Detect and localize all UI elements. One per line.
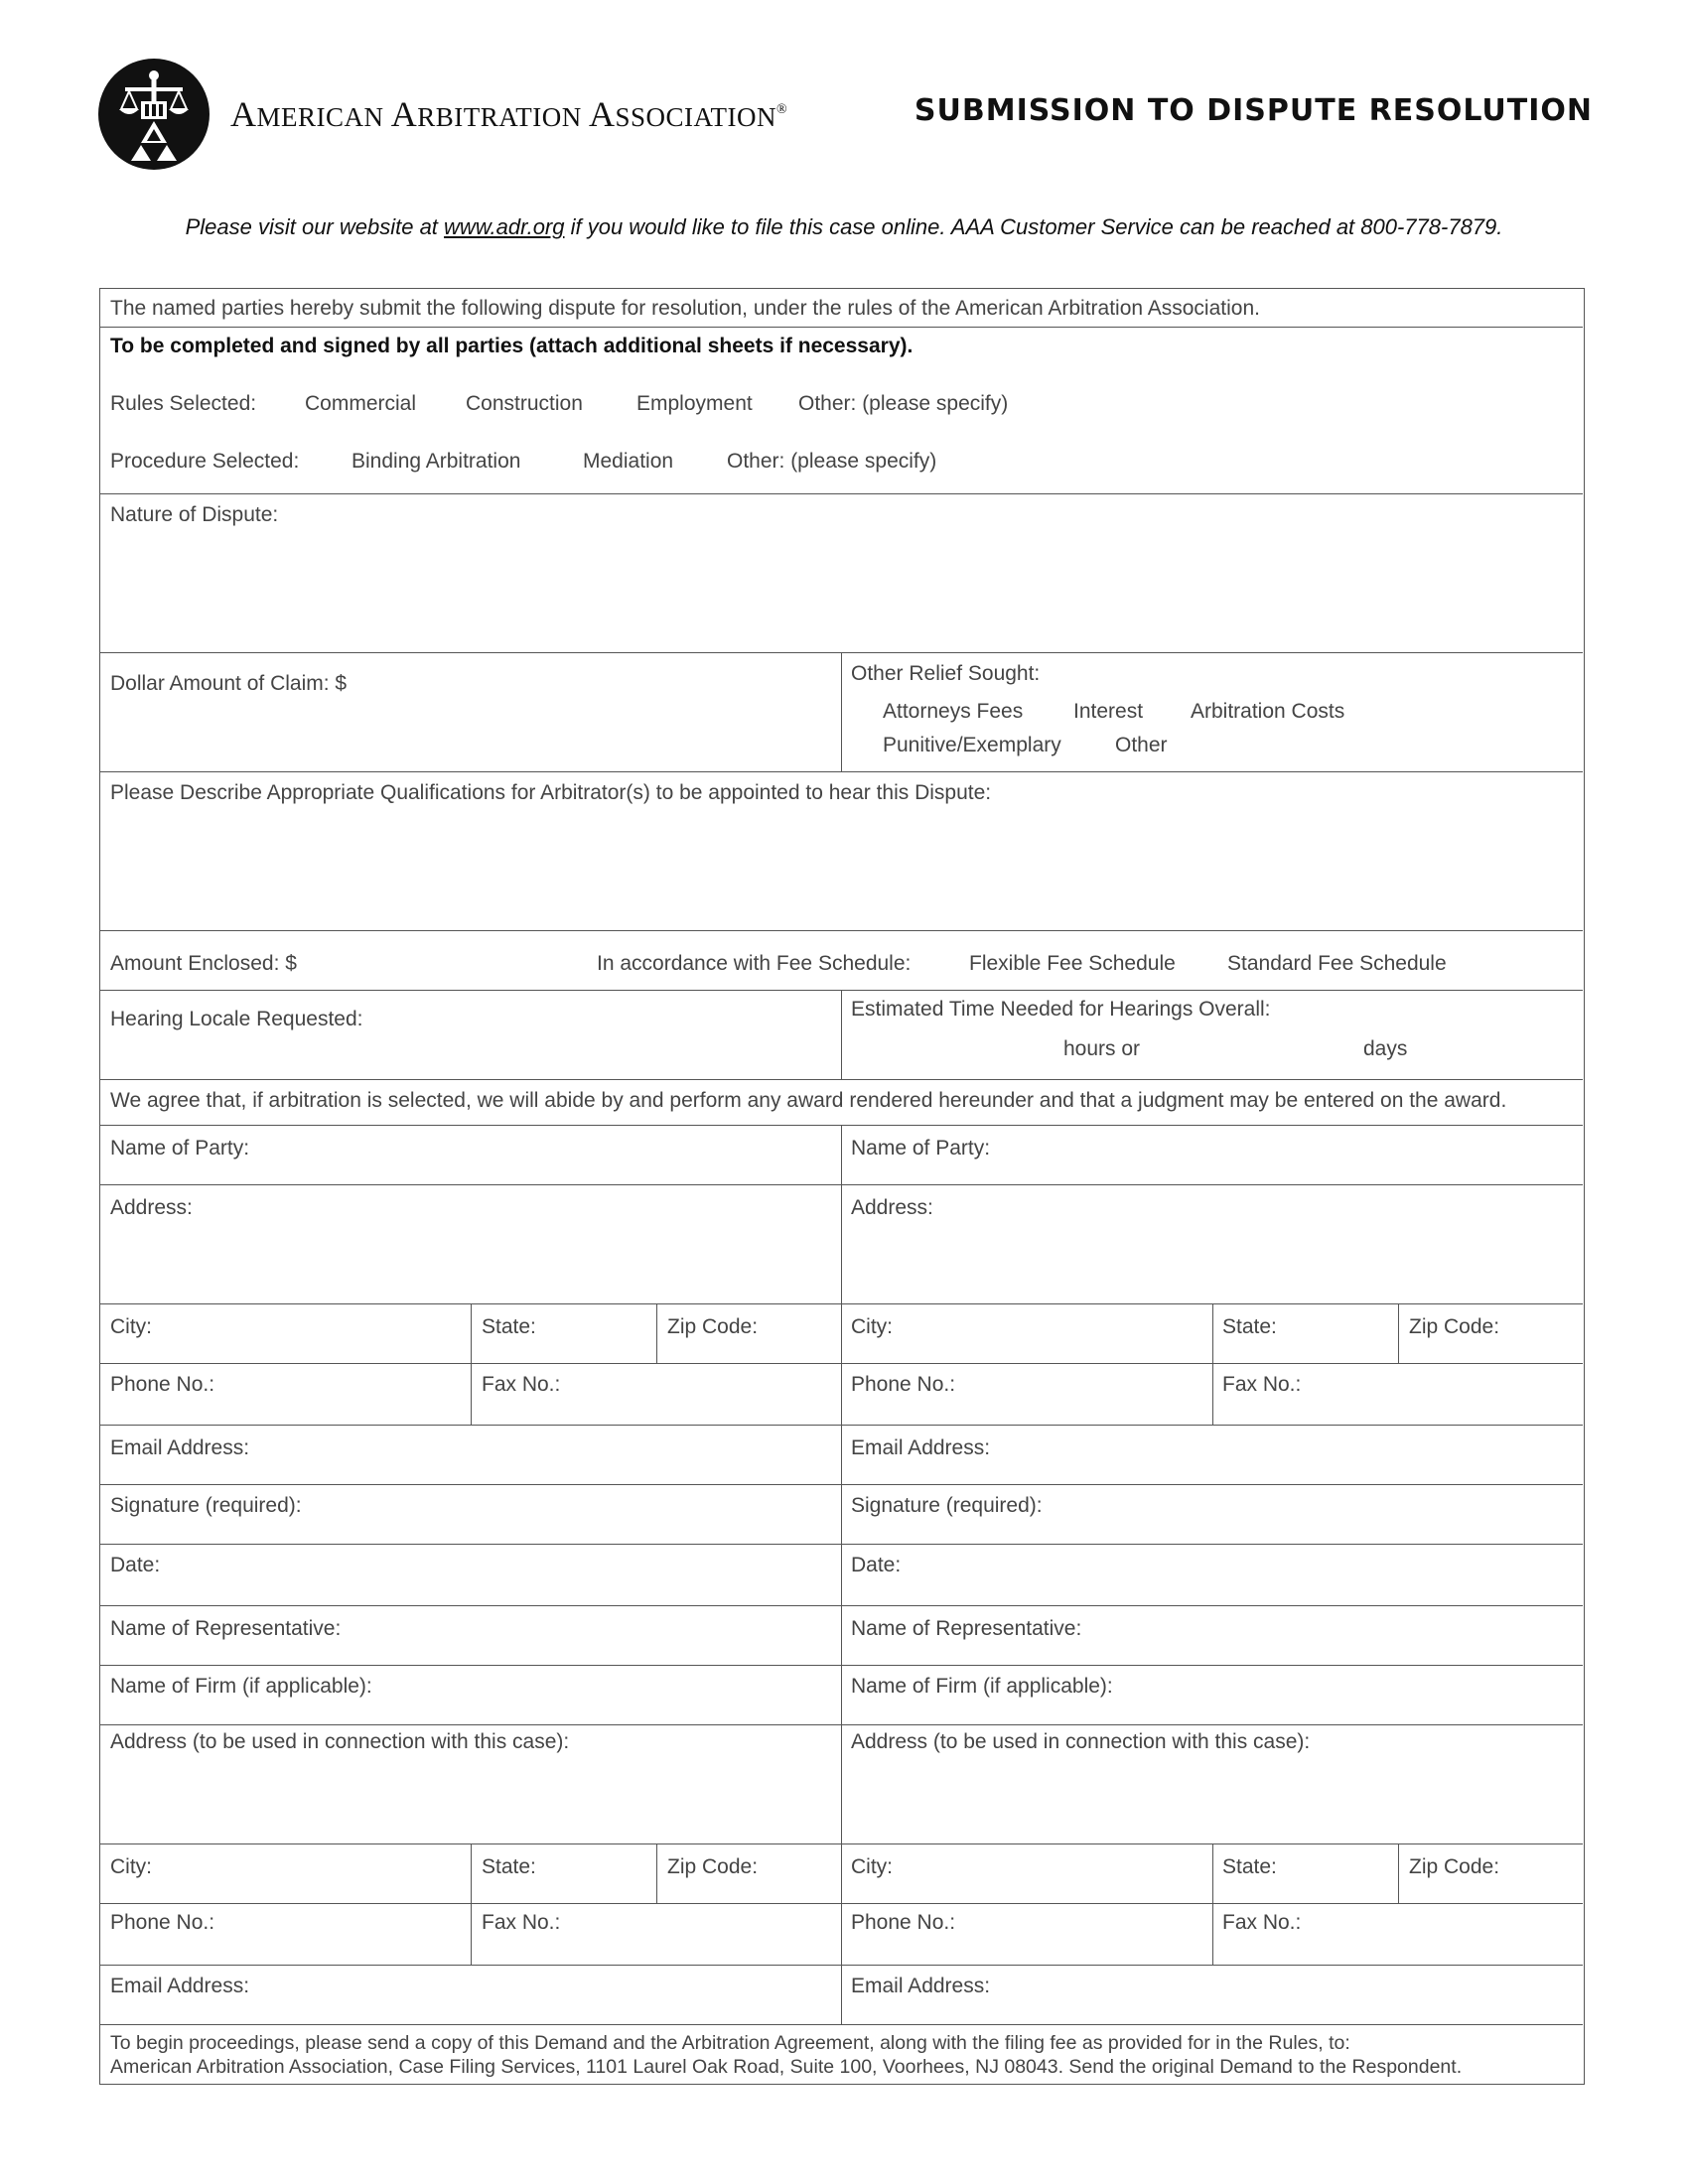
fee-option-flexible[interactable]: Flexible Fee Schedule [969, 952, 1176, 975]
intro-statement: The named parties hereby submit the following dispute for resolution, under the rules of the American Arbitration Association. [110, 297, 1260, 320]
relief-option-other[interactable]: Other [1115, 734, 1168, 756]
other-party-zip-field[interactable]: Zip Code: [1409, 1315, 1500, 1338]
submission-form [99, 288, 1585, 2085]
party-email-field[interactable]: Email Address: [110, 1436, 250, 1459]
rep-firm-field[interactable]: Name of Firm (if applicable): [110, 1675, 372, 1698]
estimated-time-label: Estimated Time Needed for Hearings Overall: [851, 998, 1271, 1021]
filing-notice: Please visit our website at www.adr.org if you would like to file this case online. AAA Customer Service can be reached at 800-778-7879. [185, 214, 1503, 239]
intro-instruction: To be completed and signed by all parties (attach additional sheets if necessary). [110, 335, 914, 357]
relief-label: Other Relief Sought: [851, 662, 1041, 685]
other-party-date-field[interactable]: Date: [851, 1554, 902, 1576]
party-state-field[interactable]: State: [482, 1315, 536, 1338]
other-rep-name-field[interactable]: Name of Representative: [851, 1617, 1082, 1640]
fee-schedule-label: In accordance with Fee Schedule: [597, 952, 912, 975]
other-party-email-field[interactable]: Email Address: [851, 1436, 991, 1459]
rules-option-employment[interactable]: Employment [636, 392, 753, 415]
other-party-state-field[interactable]: State: [1222, 1315, 1277, 1338]
other-rep-phone-field[interactable]: Phone No.: [851, 1911, 956, 1934]
days-field[interactable]: days [1363, 1037, 1408, 1060]
other-rep-state-field[interactable]: State: [1222, 1855, 1277, 1878]
rules-option-construction[interactable]: Construction [466, 392, 583, 415]
rules-option-commercial[interactable]: Commercial [305, 392, 417, 415]
other-rep-firm-field[interactable]: Name of Firm (if applicable): [851, 1675, 1113, 1698]
party-name-field[interactable]: Name of Party: [110, 1137, 250, 1160]
party-phone-field[interactable]: Phone No.: [110, 1373, 215, 1396]
party-fax-field[interactable]: Fax No.: [482, 1373, 561, 1396]
relief-option-interest[interactable]: Interest [1073, 700, 1144, 723]
hearing-locale-field[interactable]: Hearing Locale Requested: [110, 1008, 363, 1030]
footer-address: American Arbitration Association, Case Filing Services, 1101 Laurel Oak Road, Suite 100, Voorhees, NJ 08043. Send the original Demand to the Respondent. [110, 2056, 1463, 2078]
rep-state-field[interactable]: State: [482, 1855, 536, 1878]
rep-address-field[interactable]: Address (to be used in connection with this case): [110, 1730, 570, 1753]
other-party-phone-field[interactable]: Phone No.: [851, 1373, 956, 1396]
rep-phone-field[interactable]: Phone No.: [110, 1911, 215, 1934]
organization-name: AMERICAN ARBITRATION ASSOCIATION® [230, 94, 788, 134]
rep-name-field[interactable]: Name of Representative: [110, 1617, 342, 1640]
rep-city-field[interactable]: City: [110, 1855, 152, 1878]
aaa-logo [97, 58, 211, 171]
website-link[interactable]: www.adr.org [444, 214, 565, 239]
procedure-label: Procedure Selected: [110, 450, 300, 473]
document-title: SUBMISSION TO DISPUTE RESOLUTION [914, 93, 1593, 128]
procedure-option-binding-arbitration[interactable]: Binding Arbitration [352, 450, 521, 473]
procedure-option-other[interactable]: Other: (please specify) [727, 450, 937, 473]
amount-enclosed-field[interactable]: Amount Enclosed: $ [110, 952, 297, 975]
other-rep-email-field[interactable]: Email Address: [851, 1975, 991, 1997]
relief-option-attorneys-fees[interactable]: Attorneys Fees [883, 700, 1024, 723]
other-party-signature-field[interactable]: Signature (required): [851, 1494, 1043, 1517]
rules-option-other[interactable]: Other: (please specify) [798, 392, 1009, 415]
footer-instructions: To begin proceedings, please send a copy of this Demand and the Arbitration Agreement, along with the filing fee as provided for in the Rules, to: [110, 2032, 1350, 2054]
party-address-field[interactable]: Address: [110, 1196, 193, 1219]
agreement-statement: We agree that, if arbitration is selected, we will abide by and perform any award rendered hereunder and that a judgment may be entered on the award. [110, 1089, 1507, 1112]
rules-label: Rules Selected: [110, 392, 257, 415]
party-city-field[interactable]: City: [110, 1315, 152, 1338]
relief-option-punitive[interactable]: Punitive/Exemplary [883, 734, 1061, 756]
other-party-fax-field[interactable]: Fax No.: [1222, 1373, 1302, 1396]
rep-email-field[interactable]: Email Address: [110, 1975, 250, 1997]
hours-field[interactable]: hours or [1063, 1037, 1141, 1060]
party-date-field[interactable]: Date: [110, 1554, 161, 1576]
rep-fax-field[interactable]: Fax No.: [482, 1911, 561, 1934]
claim-amount-field[interactable]: Dollar Amount of Claim: $ [110, 672, 348, 695]
arbitrator-qualifications-field[interactable]: Please Describe Appropriate Qualifications for Arbitrator(s) to be appointed to hear this Dispute: [110, 781, 992, 804]
other-rep-address-field[interactable]: Address (to be used in connection with this case): [851, 1730, 1311, 1753]
other-rep-fax-field[interactable]: Fax No.: [1222, 1911, 1302, 1934]
nature-of-dispute-field[interactable]: Nature of Dispute: [110, 503, 279, 526]
other-rep-zip-field[interactable]: Zip Code: [1409, 1855, 1500, 1878]
fee-option-standard[interactable]: Standard Fee Schedule [1227, 952, 1447, 975]
other-party-name-field[interactable]: Name of Party: [851, 1137, 991, 1160]
other-party-city-field[interactable]: City: [851, 1315, 893, 1338]
party-signature-field[interactable]: Signature (required): [110, 1494, 302, 1517]
rep-zip-field[interactable]: Zip Code: [667, 1855, 759, 1878]
party-zip-field[interactable]: Zip Code: [667, 1315, 759, 1338]
other-rep-city-field[interactable]: City: [851, 1855, 893, 1878]
relief-option-arbitration-costs[interactable]: Arbitration Costs [1191, 700, 1345, 723]
procedure-option-mediation[interactable]: Mediation [583, 450, 674, 473]
other-party-address-field[interactable]: Address: [851, 1196, 933, 1219]
